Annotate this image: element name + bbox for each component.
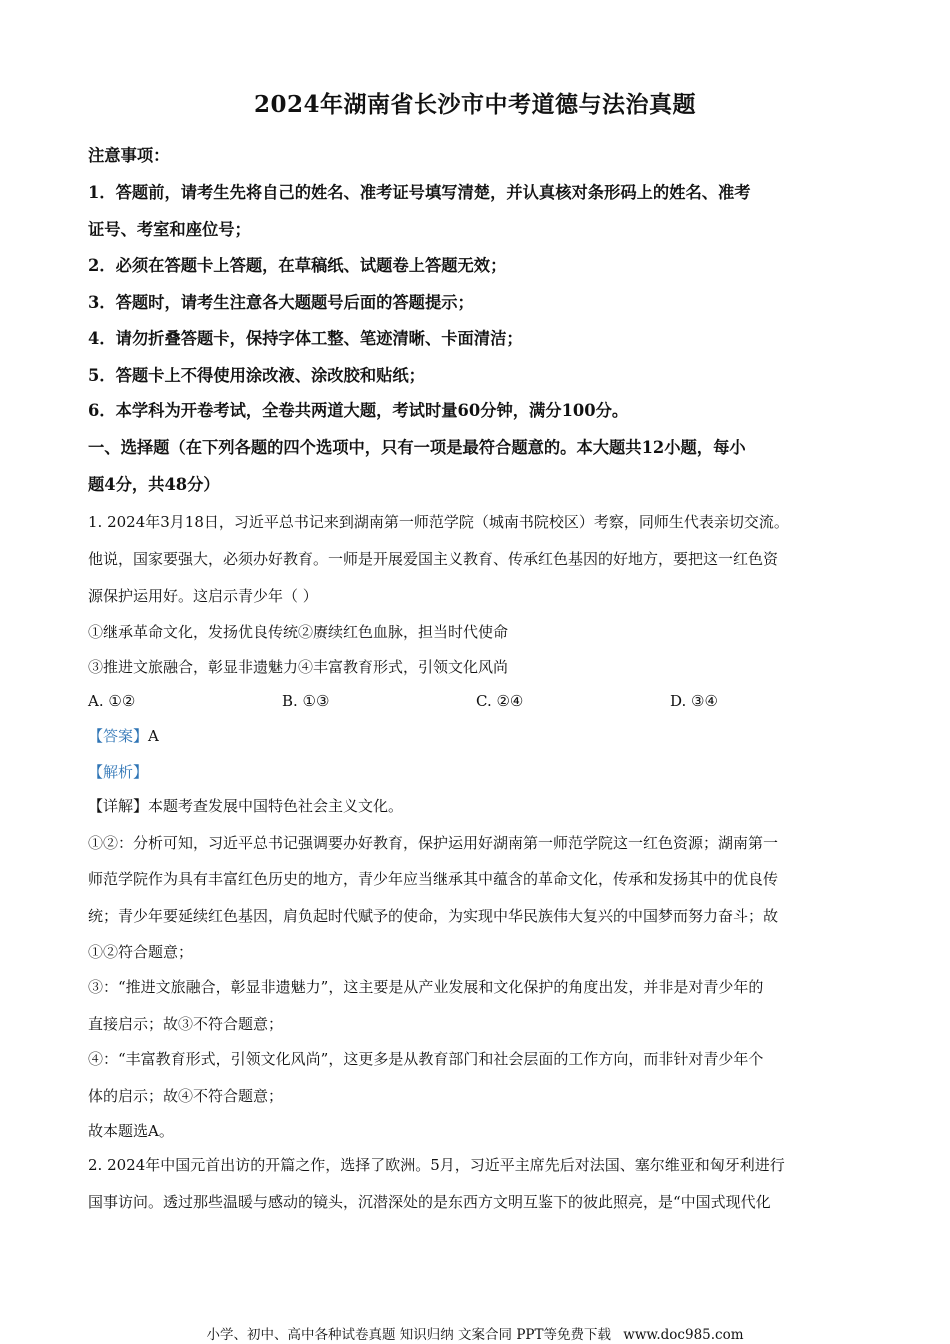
notice-item: 4．请勿折叠答题卡，保持字体工整、笔迹清晰、卡面清洁； <box>88 329 523 348</box>
notice-item: 2．必须在答题卡上答题，在草稿纸、试题卷上答题无效； <box>88 256 507 275</box>
answer-value: A <box>148 727 159 745</box>
question-stem: 源保护运用好。这启示青少年（ ） <box>88 587 318 605</box>
notice-item: 6．本学科为开卷考试，全卷共两道大题，考试时量60分钟，满分100分。 <box>88 401 629 420</box>
question-stem: 国事访问。透过那些温暖与感动的镜头，沉潜深处的是东西方文明互鉴下的彼此照亮，是“中国式现代化 <box>88 1193 771 1211</box>
analysis-line: 统；青少年要延续红色基因，肩负起时代赋予的使命，为实现中华民族伟大复兴的中国梦而努力奋斗；故 <box>88 907 779 925</box>
question-statement: ①继承革命文化，发扬优良传统②赓续红色血脉，担当时代使命 <box>88 623 509 641</box>
option-c: C. ②④ <box>476 692 524 710</box>
option-a: A. ①② <box>88 692 136 710</box>
question-stem: 他说，国家要强大，必须办好教育。一师是开展爱国主义教育、传承红色基因的好地方，要把这一红色资 <box>88 550 779 568</box>
page-title: 2024年湖南省长沙市中考道德与法治真题 <box>253 91 696 118</box>
option-b: B. ①③ <box>282 692 330 710</box>
question-statement: ③推进文旅融合，彰显非遗魅力④丰富教育形式，引领文化风尚 <box>88 658 509 676</box>
question-stem: 1. 2024年3月18日，习近平总书记来到湖南第一师范学院（城南书院校区）考察，同师生代表亲切交流。 <box>88 513 789 531</box>
answer-label: 【答案】 <box>88 727 149 745</box>
answer-line <box>88 726 159 746</box>
section-heading: 题4分，共48分） <box>88 475 220 494</box>
footer-text: 小学、初中、高中各种试卷真题 知识归纳 文案合同 PPT等免费下载 <box>206 1327 611 1343</box>
analysis-line: 故本题选A。 <box>88 1122 174 1140</box>
notice-item: 1．答题前，请考生先将自己的姓名、准考证号填写清楚，并认真核对条形码上的姓名、准考 <box>88 183 751 202</box>
section-heading: 一、选择题（在下列各题的四个选项中，只有一项是最符合题意的。本大题共12小题，每小 <box>88 438 746 457</box>
notice-heading: 注意事项： <box>88 146 170 165</box>
question-stem: 2. 2024年中国元首出访的开篇之作，选择了欧洲。5月，习近平主席先后对法国、塞尔维亚和匈牙利进行 <box>88 1156 785 1174</box>
analysis-line: 【详解】本题考查发展中国特色社会主义文化。 <box>88 797 404 815</box>
notice-item: 3．答题时，请考生注意各大题题号后面的答题提示； <box>88 293 474 312</box>
page-footer <box>0 1323 950 1343</box>
analysis-line: 体的启示；故④不符合题意； <box>88 1087 284 1105</box>
option-d: D. ③④ <box>670 692 718 710</box>
notice-item: 5．答题卡上不得使用涂改液、涂改胶和贴纸； <box>88 366 425 385</box>
analysis-label: 【解析】 <box>88 763 149 781</box>
analysis-line: 直接启示；故③不符合题意； <box>88 1015 284 1033</box>
analysis-line: 师范学院作为具有丰富红色历史的地方，青少年应当继承其中蕴含的革命文化，传承和发扬其中的优良传 <box>88 870 779 888</box>
analysis-line: ③：“推进文旅融合，彰显非遗魅力”，这主要是从产业发展和文化保护的角度出发，并非是对青少年的 <box>88 978 764 996</box>
analysis-line: ④：“丰富教育形式，引领文化风尚”，这更多是从教育部门和社会层面的工作方向，而非针对青少年个 <box>88 1050 764 1068</box>
notice-item: 证号、考室和座位号； <box>88 220 251 239</box>
analysis-line: ①②符合题意； <box>88 943 194 961</box>
footer-link[interactable]: www.doc985.com <box>623 1327 744 1343</box>
analysis-line: ①②：分析可知，习近平总书记强调要办好教育，保护运用好湖南第一师范学院这一红色资源；湖南第一 <box>88 834 779 852</box>
